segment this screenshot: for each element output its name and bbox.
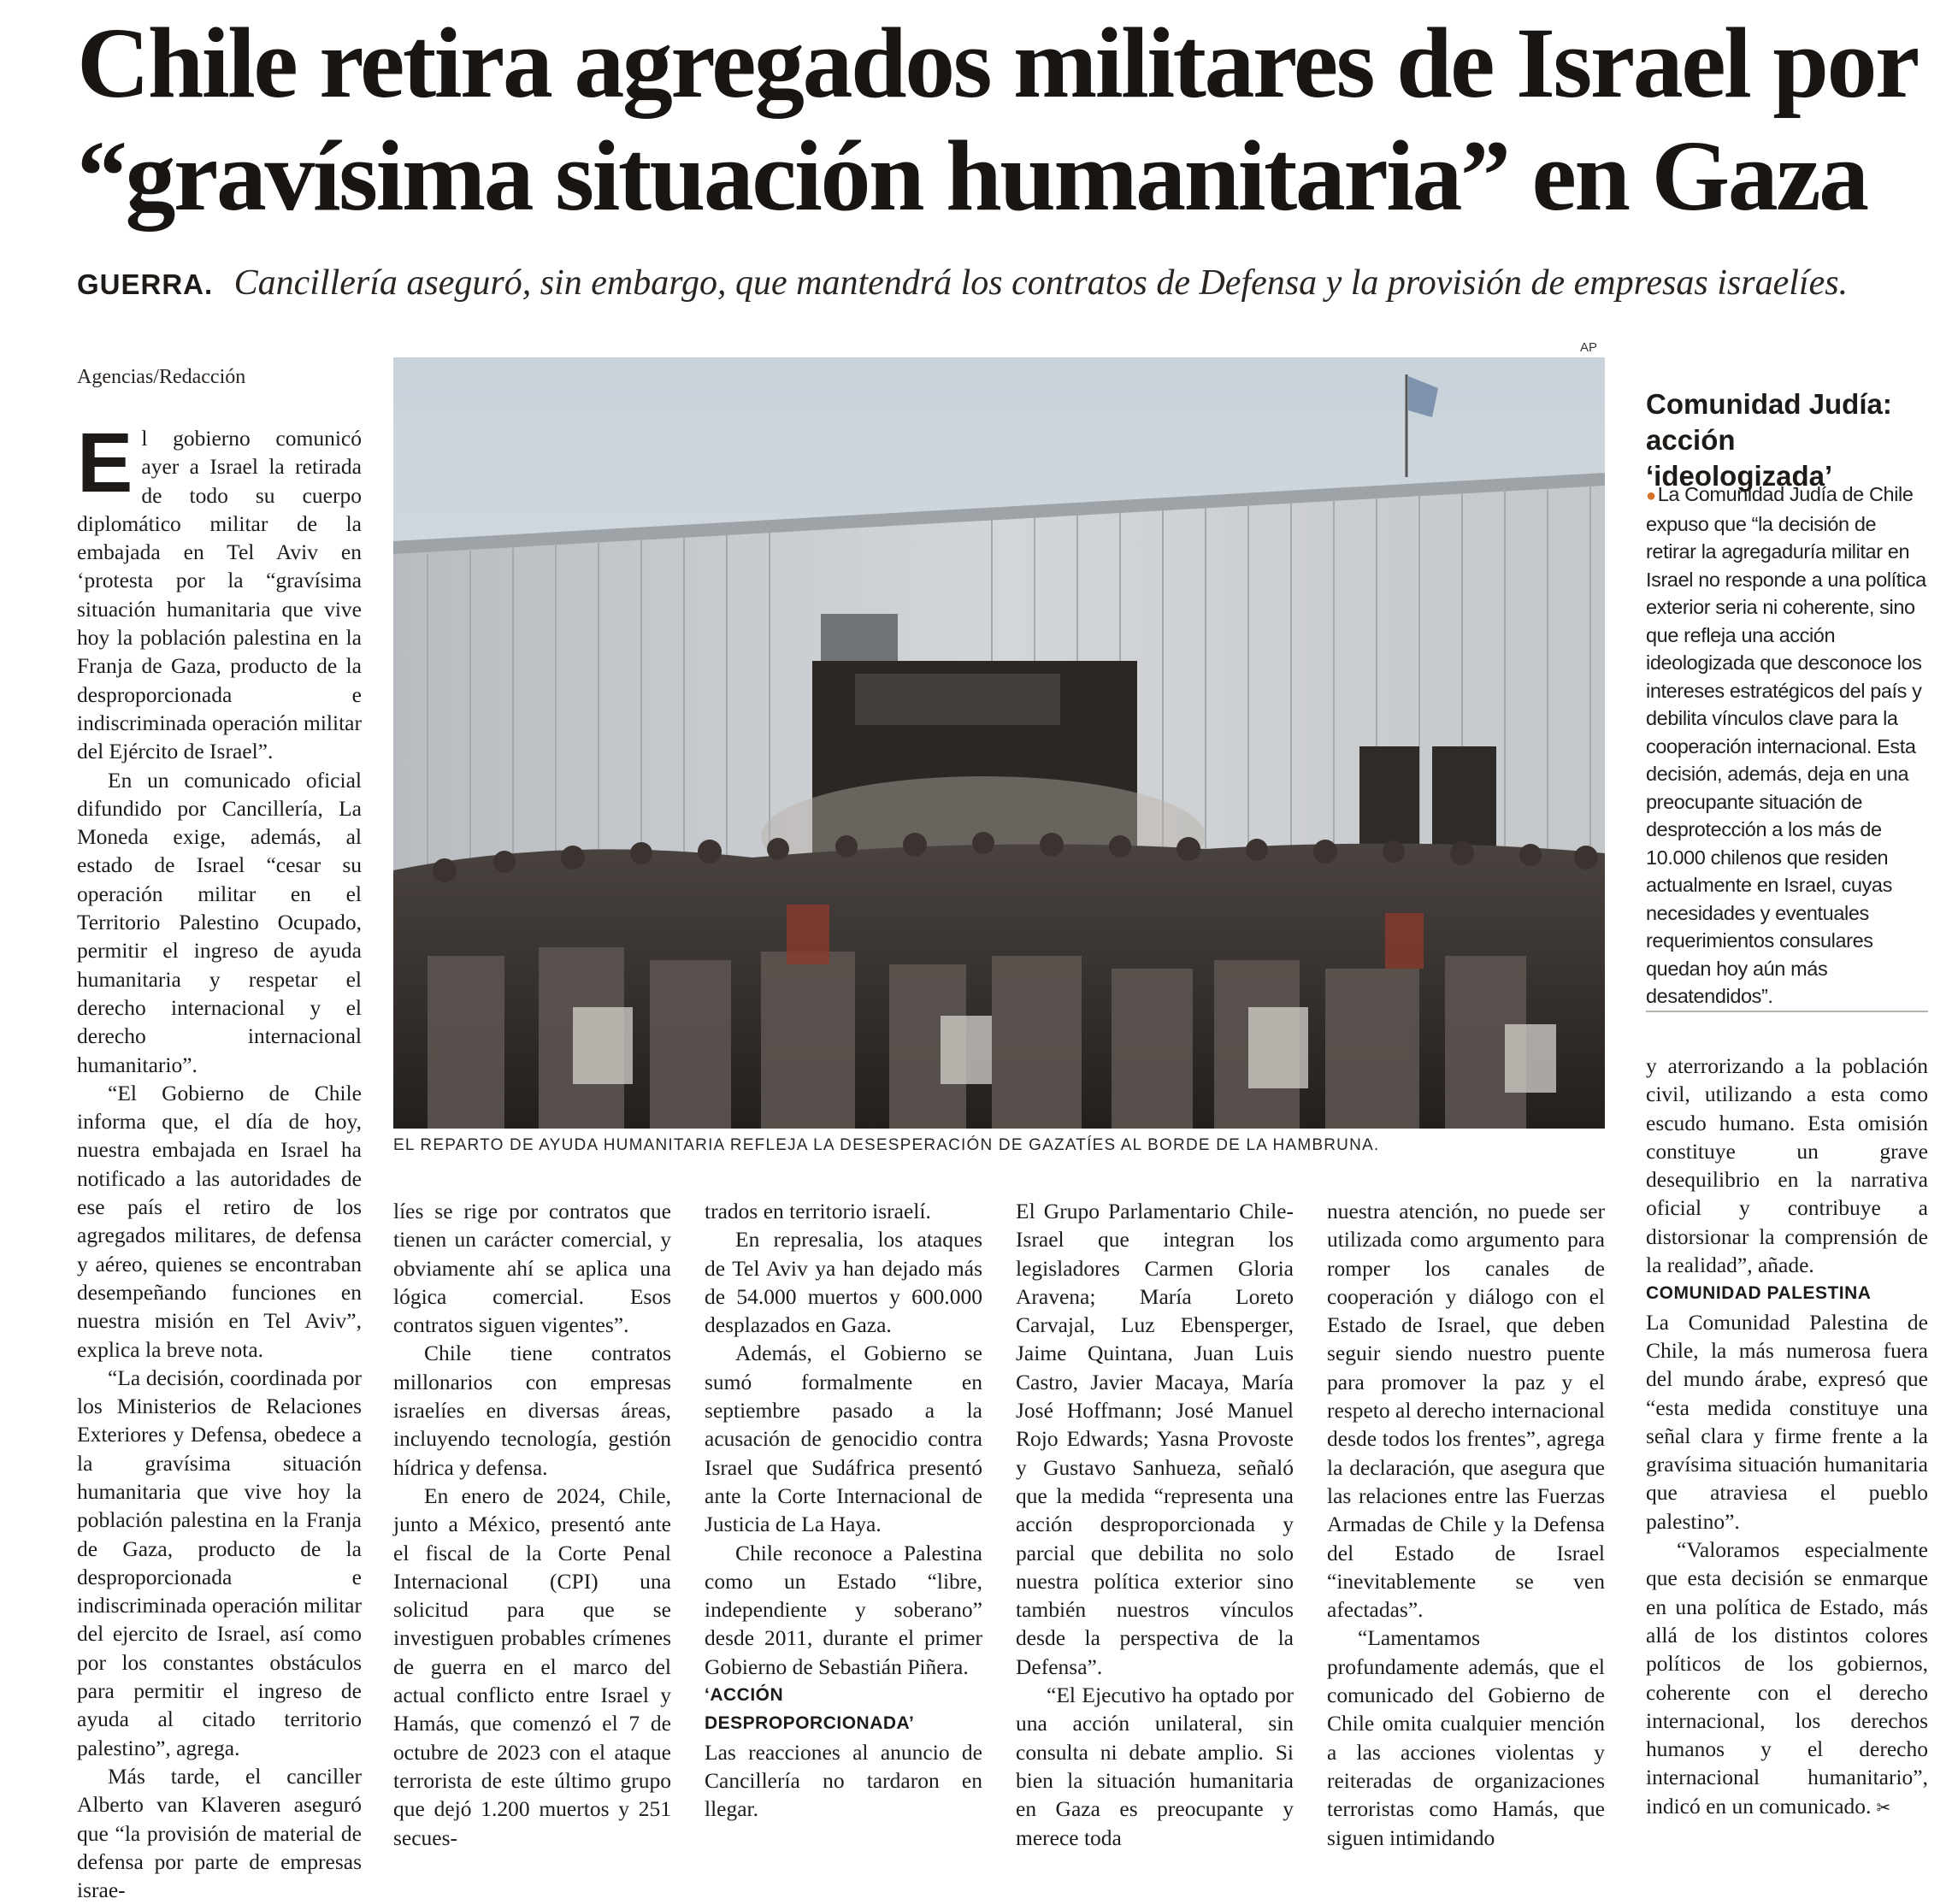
column-6-subhead: COMUNIDAD PALESTINA [1646,1283,1872,1304]
headline [77,7,1924,233]
column-1-paragraph-5: Más tarde, el canciller Alberto van Klaveren aseguró que “la provisión de material de defensa por parte de empresas israe- [77,1763,362,1903]
kicker: GUERRA. [77,268,214,300]
sidebar-divider [1646,1011,1928,1012]
column-3-paragraph-1: trados en territorio israelí. [705,1199,931,1223]
drop-cap: E [77,416,133,510]
photo-caption: EL REPARTO DE AYUDA HUMANITARIA REFLEJA LA DESESPERACIÓN DE GAZATÍES AL BORDE DE LA HAMBRUNA. [393,1136,1380,1154]
column-6-paragraph-1: y aterrorizando a la población civil, utilizando a esta como escudo humano. Esta omisión constituye un grave desequilibrio en la narrativa oficial y contribuye a distorsionar la comprensión de la realidad”, añade. [1646,1053,1928,1278]
sidebar-title-line-2: acción ‘ideologizada’ [1646,424,1833,492]
column-1-paragraph-1: El gobierno comunicó ayer a Israel la retirada de todo su cuerpo diplomático militar de la embajada en Tel Aviv en ‘protesta por la “gravísima situación humanitaria que vive hoy la población palestina en la Franja de Gaza, producto de la desproporcionada e indiscriminada operación militar del Ejército de Israel”. [77,416,362,764]
column-4-paragraph-2: “El Ejecutivo ha optado por una acción unilateral, sin consulta ni debate amplio. Si bien la situación humanitaria en Gaza es preocupante y merece toda [1016,1683,1294,1850]
end-mark-icon: ✂ [1876,1796,1891,1818]
column-1 [77,416,362,1903]
column-3 [705,1197,982,1822]
column-6-paragraph-3: “Valoramos especialmente que esta decisión se enmarque en una política de Estado, más allá de los distintos colores políticos de los gobiernos, coherente con el derecho internacional, los derechos humanos y el derecho internacional humanitario”, indicó en un comunicado. ✂ [1646,1537,1928,1819]
column-1-paragraph-3: “El Gobierno de Chile informa que, el día de hoy, nuestra embajada en Israel ha notificado a las autoridades de ese país el retiro de los agregados militares, de defensa y aéreo, quienes se encontraban desempeñando funciones en nuestra misión en Tel Aviv”, explica la breve nota. [77,1080,362,1362]
column-3-paragraph-2: En represalia, los ataques de Tel Aviv ya han dejado más de 54.000 muertos y 600.000 desplazados en Gaza. [705,1227,982,1338]
column-3-paragraph-3: Además, el Gobierno se sumó formalmente en septiembre pasado a la acusación de genocidio contra Israel que Sudáfrica presentó ante la Corte Internacional de Justicia de La Haya. [705,1341,982,1537]
column-2-paragraph-1: líes se rige por contratos que tienen un carácter comercial, y obviamente ahí se aplica una lógica comercial. Esos contratos siguen vigentes”. [393,1199,671,1338]
sidebar-title [1646,386,1928,494]
sidebar-title-line-1: Comunidad Judía: [1646,388,1892,420]
news-photo [393,357,1605,1129]
sidebar-body: ●La Comunidad Judía de Chile expuso que “la decisión de retirar la agregaduría militar en Israel no responde a una política exterior seria ni coherente, sino que refleja una acción ideologizada que desconoce los intereses estratégicos del país y debilita vínculos clave para la cooperación internacional. Esta decisión, además, deja en una preocupante situación de desprotección a los más de 10.000 chilenos que residen actualmente en Israel, cuyas necesidades y eventuales requerimientos consulares quedan hoy aún más desatendidos”. [1646,483,1926,1007]
bullet-icon: ● [1646,486,1656,505]
column-1-paragraph-4: “La decisión, coordinada por los Ministerios de Relaciones Exteriores y Defensa, obedece a la gravísima situación humanitaria que vive hoy la población palestina en la Franja de Gaza, producto de la desproporcionada e indiscriminada operación militar del ejercito de Israel, así como por los constantes obstáculos para permitir el ingreso de ayuda al citado territorio palestino”, agrega. [77,1365,362,1760]
byline: Agencias/Redacción [77,366,246,388]
column-1-paragraph-2: En un comunicado oficial difundido por Cancillería, La Moneda exige, además, al estado de Israel “cesar su operación militar en el Territorio Palestino Ocupado, permitir el ingreso de ayuda humanitaria y respetar el derecho internacional y el derecho internacional humanitario”. [77,767,362,1077]
headline-line-1: Chile retira agregados militares de Israel por [77,7,1918,119]
column-2 [393,1197,671,1850]
column-6-paragraph-2: La Comunidad Palestina de Chile, la más numerosa fuera del mundo árabe, expresó que “esta medida constituye una señal clara y firme frente a la gravísima situación humanitaria que atraviesa el pueblo palestino”. [1646,1309,1928,1534]
column-2-paragraph-2: Chile tiene contratos millonarios con empresas israelíes en diversas áreas, incluyendo tecnología, gestión hídrica y defensa. [393,1341,671,1480]
column-5-paragraph-1: nuestra atención, no puede ser utilizada como argumento para romper los canales de cooperación y diálogo con el Estado de Israel, que deben seguir siendo nuestro puente para promover la paz y el respeto al derecho internacional desde todos los frentes”, agrega la declaración, que asegura que las relaciones entre las Fuerzas Armadas de Chile y la Defensa del Estado de Israel “inevitablemente se ven afectadas”. [1327,1199,1605,1623]
deck [77,262,1924,306]
photo-credit: AP [1580,340,1598,355]
column-6 [1646,1052,1928,1819]
column-5-paragraph-2: “Lamentamos profundamente además, que el comunicado del Gobierno de Chile omita cualquier mención a las acciones violentas y reiteradas de organizaciones terroristas como Hamás, que siguen intimidando [1327,1625,1605,1850]
column-2-paragraph-3: En enero de 2024, Chile, junto a México, presentó ante el fiscal de la Corte Penal Internacional (CPI) una solicitud para que se investiguen probables crímenes de guerra en el marco del actual conflicto entre Israel y Hamás, que comenzó el 7 de octubre de 2023 con el ataque terrorista de este último grupo que dejó 1.200 muertos y 251 secues- [393,1483,671,1850]
column-4-paragraph-1: El Grupo Parlamentario Chile-Israel que integran los legisladores Carmen Gloria Aravena; María Loreto Carvajal, Luz Ebensperger, Jaime Quintana, Juan Luis Castro, Javier Macaya, María José Hoffmann; José Manuel Rojo Edwards; Yasna Provoste y Gustavo Sanhueza, señaló que la medida “representa una acción desproporcionada y parcial que debilita no solo nuestra política exterior sino también nuestros vínculos desde la perspectiva de la Defensa”. [1016,1199,1294,1679]
photo-illustration [393,357,1605,1129]
column-3-paragraph-5: Las reacciones al anuncio de Cancillería no tardaron en llegar. [705,1739,982,1822]
column-3-paragraph-4: Chile reconoce a Palestina como un Estado “libre, independiente y soberano” desde 2011, durante el primer Gobierno de Sebastián Piñera. [705,1540,982,1679]
column-3-subhead: ‘ACCIÓN DESPROPORCIONADA’ [705,1685,915,1734]
headline-line-2: “gravísima situación humanitaria” en Gaza [77,120,1867,232]
column-5 [1327,1197,1605,1850]
column-4 [1016,1197,1294,1850]
deck-text: Cancillería aseguró, sin embargo, que mantendrá los contratos de Defensa y la provisión de empresas israelíes. [233,263,1849,303]
